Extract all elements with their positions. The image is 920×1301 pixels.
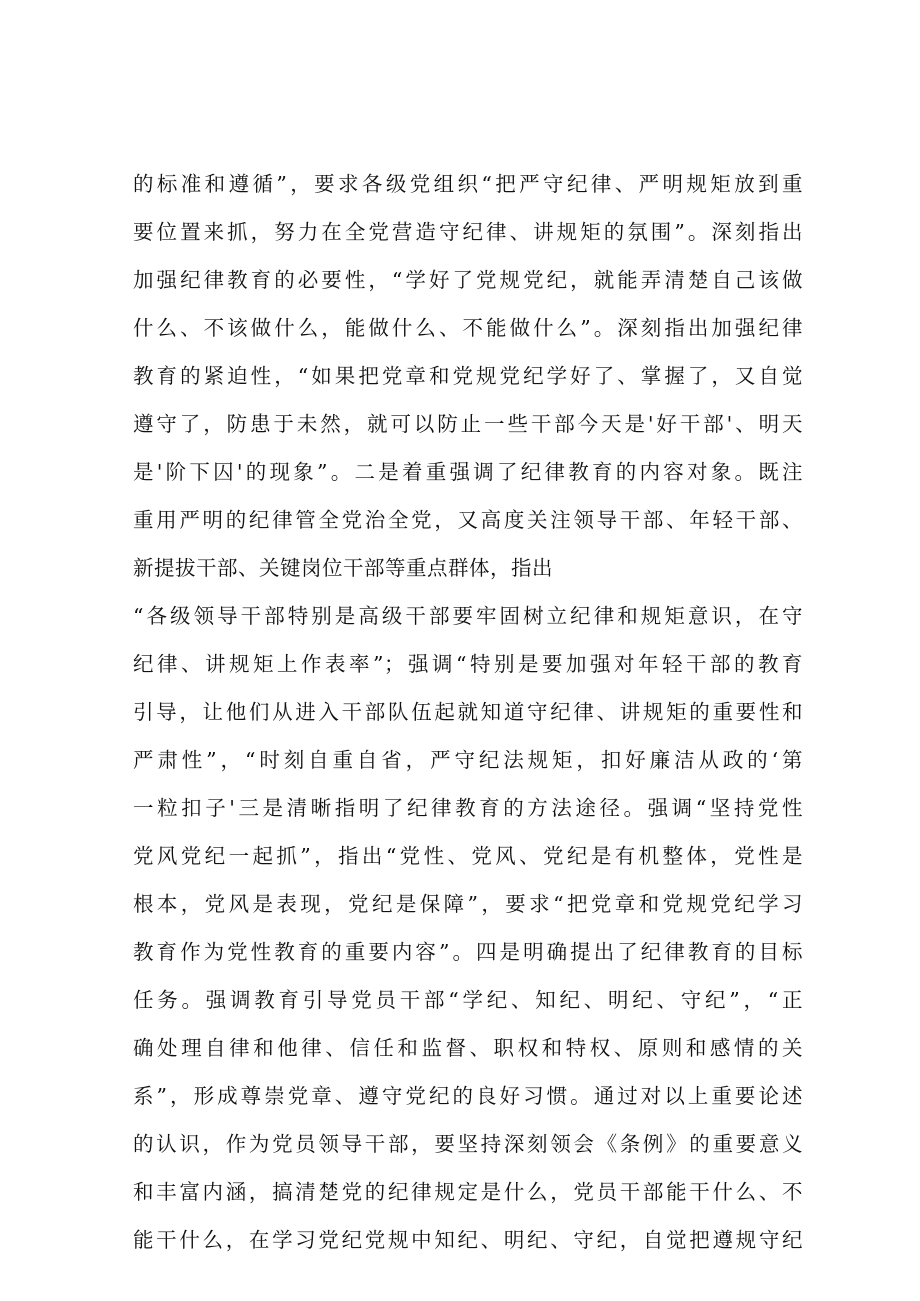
- text-line: 任务。强调教育引导党员干部“学纪、知纪、明纪、守纪”，“正: [133, 988, 803, 1012]
- body-paragraph: [133, 160, 803, 1264]
- text-line: “各级领导干部特别是高级干部要牢固树立纪律和规矩意识，在守: [133, 604, 803, 628]
- text-line: 重用严明的纪律管全党治全党，又高度关注领导干部、年轻干部、: [133, 508, 803, 532]
- text-line: 纪律、讲规矩上作表率”；强调“特别是要加强对年轻干部的教育: [133, 652, 803, 676]
- text-line: 教育作为党性教育的重要内容”。四是明确提出了纪律教育的目标: [133, 940, 803, 964]
- text-line: 严肃性”，“时刻自重自省，严守纪法规矩，扣好廉洁从政的‘第: [133, 748, 803, 772]
- text-line: 是'阶下囚'的现象”。二是着重强调了纪律教育的内容对象。既注: [133, 460, 803, 484]
- text-line: 的认识，作为党员领导干部，要坚持深刻领会《条例》的重要意义: [133, 1132, 803, 1156]
- text-line: 加强纪律教育的必要性，“学好了党规党纪，就能弄清楚自己该做: [133, 268, 803, 292]
- text-line: 系”，形成尊崇党章、遵守党纪的良好习惯。通过对以上重要论述: [133, 1084, 803, 1108]
- text-line: 和丰富内涵，搞清楚党的纪律规定是什么，党员干部能干什么、不: [133, 1180, 803, 1204]
- text-line: 遵守了，防患于未然，就可以防止一些干部今天是'好干部'、明天: [133, 412, 803, 436]
- text-line: 党风党纪一起抓”，指出“党性、党风、党纪是有机整体，党性是: [133, 844, 803, 868]
- text-line: 的标准和遵循”，要求各级党组织“把严守纪律、严明规矩放到重: [133, 172, 803, 196]
- text-line: 确处理自律和他律、信任和监督、职权和特权、原则和感情的关: [133, 1036, 803, 1060]
- text-line: 新提拔干部、关键岗位干部等重点群体，指出: [133, 556, 553, 580]
- text-line: 根本，党风是表现，党纪是保障”，要求“把党章和党规党纪学习: [133, 892, 803, 916]
- text-line: 能干什么，在学习党纪党规中知纪、明纪、守纪，自觉把遵规守纪: [133, 1228, 803, 1252]
- text-line: 一粒扣子'三是清晰指明了纪律教育的方法途径。强调“坚持党性: [133, 796, 803, 820]
- text-line: 什么、不该做什么，能做什么、不能做什么”。深刻指出加强纪律: [133, 316, 803, 340]
- text-line: 引导，让他们从进入干部队伍起就知道守纪律、讲规矩的重要性和: [133, 700, 803, 724]
- text-line: 要位置来抓，努力在全党营造守纪律、讲规矩的氛围”。深刻指出: [133, 220, 803, 244]
- text-line: 教育的紧迫性，“如果把党章和党规党纪学好了、掌握了，又自觉: [133, 364, 803, 388]
